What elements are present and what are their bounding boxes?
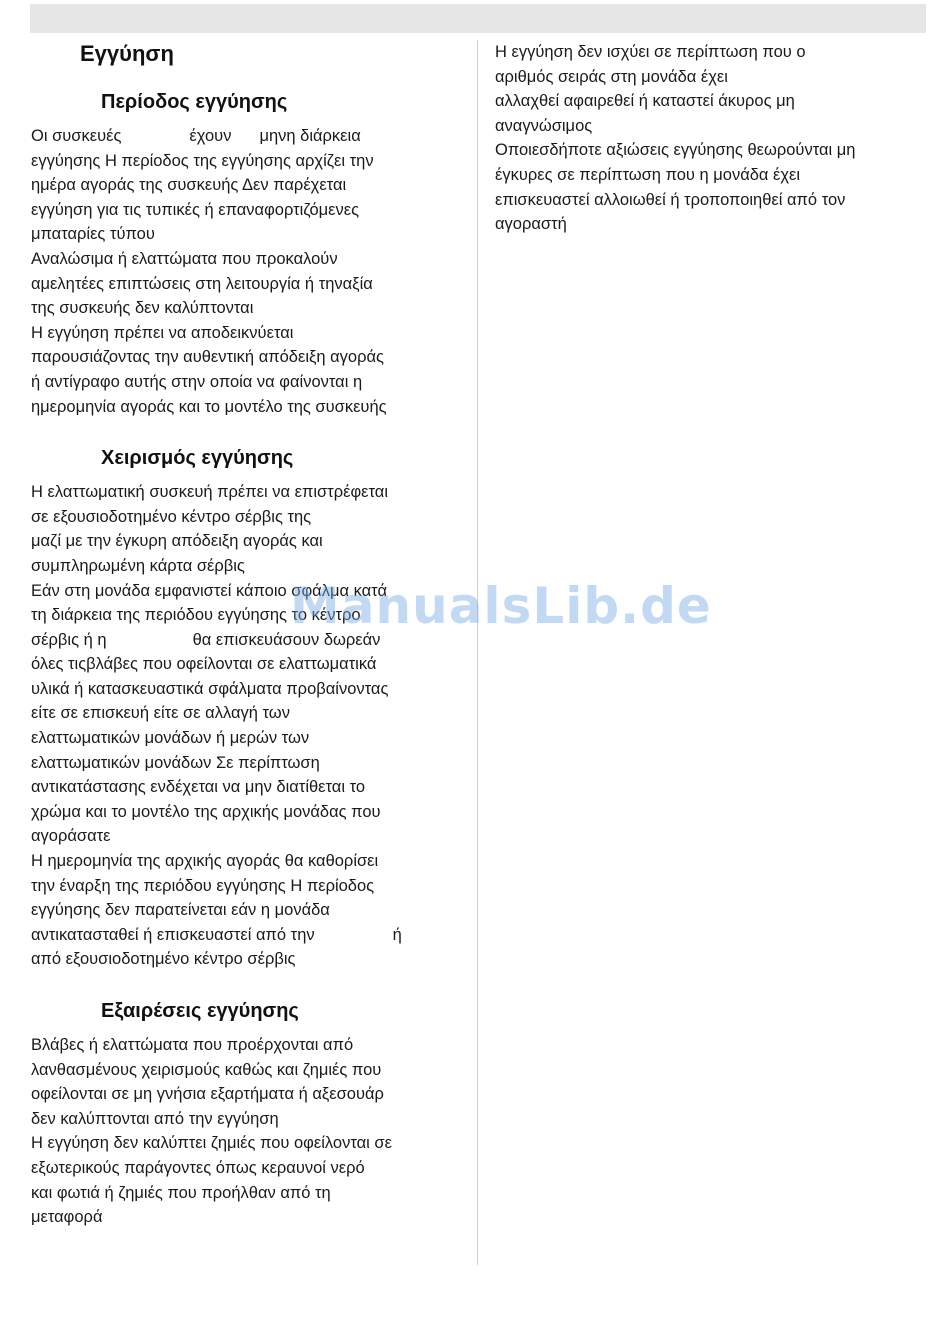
text-line: εγγύησης δεν παρατείνεται εάν η μονάδα	[31, 901, 330, 920]
text-line: αριθμός σειράς στη μονάδα έχει	[495, 67, 728, 86]
text-line: ή αντίγραφο αυτής στην οποία να φαίνονται η	[31, 372, 363, 391]
text-line: ελαττωματικών μονάδων Σε περίπτωση	[31, 753, 320, 772]
text-line: αλλαχθεί αφαιρεθεί ή καταστεί άκυρος μη	[495, 92, 795, 111]
text-line: αγοράσατε	[31, 827, 111, 846]
text-fragment: ή	[392, 925, 402, 944]
text-line: μπαταρίες τύπου	[31, 225, 155, 244]
text-line: μαζί με την έγκυρη απόδειξη αγοράς και	[31, 532, 323, 551]
text-line: αντικατάστασης ενδέχεται να μην διατίθεται το	[31, 778, 366, 797]
text-line: Οποιεσδήποτε αξιώσεις εγγύησης θεωρούνται μη	[495, 141, 856, 160]
section-heading-warranty-exclusions: Εξαιρέσεις εγγύησης	[101, 1000, 299, 1022]
column-divider	[477, 40, 478, 1265]
text-line: οφείλονται σε μη γνήσια εξαρτήματα ή αξεσουάρ	[31, 1085, 384, 1104]
text-line: σε εξουσιοδοτημένο κέντρο σέρβις της	[31, 507, 312, 526]
text-fragment: μηνη διάρκεια	[259, 127, 361, 145]
page-title: Εγγύηση	[80, 41, 174, 66]
text-line: εγγύησης Η περίοδος της εγγύησης αρχίζει την	[31, 151, 374, 170]
text-line: χρώμα και το μοντέλο της αρχικής μονάδας που	[31, 802, 381, 821]
top-header-bar	[30, 4, 926, 33]
text-line: από εξουσιοδοτημένο κέντρο σέρβις	[31, 950, 296, 969]
right-column	[495, 40, 927, 237]
text-line: και φωτιά ή ζημιές που προήλθαν από τη	[31, 1183, 331, 1202]
text-line: συμπληρωμένη κάρτα σέρβις	[31, 556, 245, 575]
text-line: υλικά ή κατασκευαστικά σφάλματα προβαίνοντας	[31, 679, 389, 698]
text-line	[31, 124, 463, 149]
text-line: Βλάβες ή ελαττώματα που προέρχονται από	[31, 1036, 354, 1054]
text-line: τη διάρκεια της περιόδου εγγύησης το κέντρο	[31, 606, 361, 625]
text-fragment: έχουν	[189, 127, 232, 145]
text-line	[31, 923, 463, 948]
text-line: μεταφορά	[31, 1208, 103, 1227]
section-body-continued	[495, 40, 927, 237]
text-line: λανθασμένους χειρισμούς καθώς και ζημιές που	[31, 1060, 382, 1079]
text-line: Η ημερομηνία της αρχικής αγοράς θα καθορίσει	[31, 852, 379, 871]
text-line: αναγνώσιμος	[495, 116, 593, 135]
section-body-warranty-exclusions	[31, 1033, 463, 1230]
text-line: εγγύηση για τις τυπικές ή επαναφορτιζόμενες	[31, 200, 360, 219]
section-heading-warranty-period: Περίοδος εγγύησης	[101, 91, 288, 113]
text-line: την έναρξη της περιόδου εγγύησης Η περίοδος	[31, 876, 375, 895]
section-heading-warranty-handling: Χειρισμός εγγύησης	[101, 447, 294, 470]
text-line: Η εγγύηση δεν καλύπτει ζημιές που οφείλονται σε	[31, 1134, 392, 1153]
watermark-text: ManualsLib.de	[290, 577, 712, 635]
text-line: Η εγγύηση πρέπει να αποδεικνύεται	[31, 323, 294, 342]
text-line: επισκευαστεί αλλοιωθεί ή τροποποιηθεί από τον	[495, 190, 846, 209]
text-fragment: αντικατασταθεί ή επισκευαστεί από την	[31, 925, 315, 944]
text-line: παρουσιάζοντας την αυθεντική απόδειξη αγοράς	[31, 348, 384, 367]
text-line: είτε σε επισκευή είτε σε αλλαγή των	[31, 704, 290, 723]
text-line: εξωτερικούς παράγοντες όπως κεραυνοί νερό	[31, 1158, 365, 1177]
text-line: ημέρα αγοράς της συσκευής Δεν παρέχεται	[31, 176, 347, 195]
text-line: της συσκευής δεν καλύπτονται	[31, 299, 254, 318]
text-line: όλες τιςβλάβες που οφείλονται σε ελαττωματικά	[31, 655, 377, 674]
text-line: Αναλώσιμα ή ελαττώματα που προκαλούν	[31, 249, 338, 268]
text-line: Η εγγύηση δεν ισχύει σε περίπτωση που ο	[495, 43, 806, 61]
text-fragment: Οι συσκευές	[31, 127, 122, 145]
text-line: αγοραστή	[495, 215, 567, 234]
text-line: Η ελαττωματική συσκευή πρέπει να επιστρέφεται	[31, 483, 388, 502]
text-fragment: θα επισκευάσουν δωρεάν	[192, 630, 381, 649]
text-line: Εάν στη μονάδα εμφανιστεί κάποιο σφάλμα κατά	[31, 581, 387, 600]
section-body-warranty-period	[31, 124, 463, 419]
text-line: έγκυρες σε περίπτωση που η μονάδα έχει	[495, 165, 801, 184]
text-fragment: σέρβις ή η	[31, 630, 107, 649]
text-line: ελαττωματικών μονάδων ή μερών των	[31, 729, 310, 748]
section-body-warranty-handling	[31, 480, 463, 972]
text-line: δεν καλύπτονται από την εγγύηση	[31, 1109, 279, 1128]
text-line: ημερομηνία αγοράς και το μοντέλο της συσκευής	[31, 397, 387, 416]
text-line: αμελητέες επιπτώσεις στη λειτουργία ή τηναξία	[31, 274, 373, 293]
